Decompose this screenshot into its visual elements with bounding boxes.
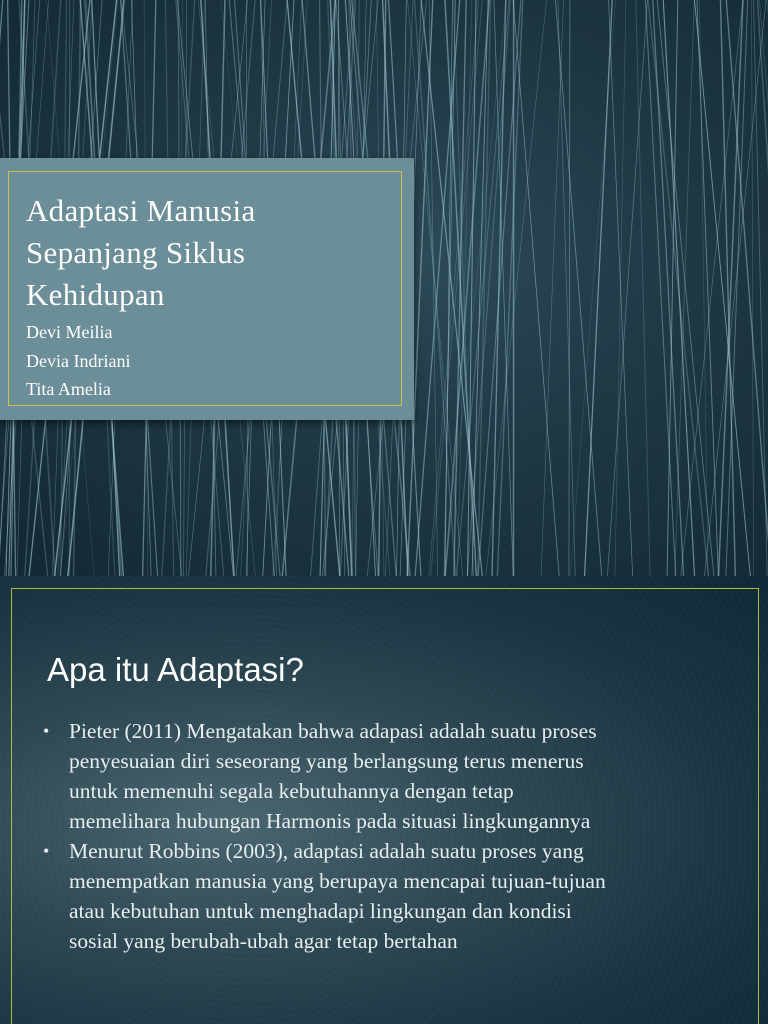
bullet-line: penyesuaian diri seseorang yang berlangsung terus menerus [69, 749, 584, 773]
decorative-line [569, 0, 570, 576]
bullet-item [40, 716, 740, 836]
decorative-line [703, 0, 767, 576]
bullet-icon: • [43, 841, 50, 861]
author-name: Devia Indriani [26, 350, 131, 371]
decorative-line [726, 0, 768, 576]
slide-title [26, 190, 396, 316]
bullet-line: menempatkan manusia yang berupaya mencapai tujuan-tujuan [69, 869, 606, 893]
decorative-line [674, 0, 694, 576]
decorative-line [718, 0, 744, 576]
bullet-line: untuk memenuhi segala kebutuhannya dengan tetap [69, 779, 514, 803]
decorative-line [608, 0, 633, 576]
bullet-line: Menurut Robbins (2003), adaptasi adalah suatu proses yang [69, 839, 584, 863]
decorative-line [555, 0, 603, 576]
bullet-line: sosial yang berubah-ubah agar tetap bertahan [69, 929, 458, 953]
decorative-line [636, 0, 651, 576]
bullet-line: atau kebutuhan untuk menghadapi lingkungan dan kondisi [69, 899, 572, 923]
decorative-line [606, 0, 648, 576]
author-name: Devi Meilia [26, 322, 113, 342]
bullet-item [40, 836, 740, 956]
decorative-line [679, 0, 744, 576]
bullet-icon: • [43, 721, 50, 741]
decorative-line [757, 0, 768, 576]
title-line-3: Kehidupan [26, 277, 165, 312]
decorative-line [725, 0, 748, 576]
decorative-line [645, 0, 677, 576]
bullet-line: memelihara hubungan Harmonis pada situasi lingkungannya [69, 809, 591, 833]
bullet-line: Pieter (2011) Mengatakan bahwa adapasi adalah suatu proses [69, 719, 597, 743]
decorative-line [753, 0, 767, 576]
author-name: Tita Amelia [26, 379, 111, 399]
content-slide-title: Apa itu Adaptasi? [47, 651, 304, 688]
decorative-line [569, 0, 616, 576]
decorative-line [444, 0, 490, 576]
decorative-line [752, 0, 754, 576]
title-line-1: Adaptasi Manusia [26, 193, 256, 228]
bullet-list [40, 716, 740, 956]
title-line-2: Sepanjang Siklus [26, 235, 246, 270]
decorative-line [699, 0, 708, 576]
author-list [26, 318, 386, 404]
decorative-line [584, 0, 613, 576]
